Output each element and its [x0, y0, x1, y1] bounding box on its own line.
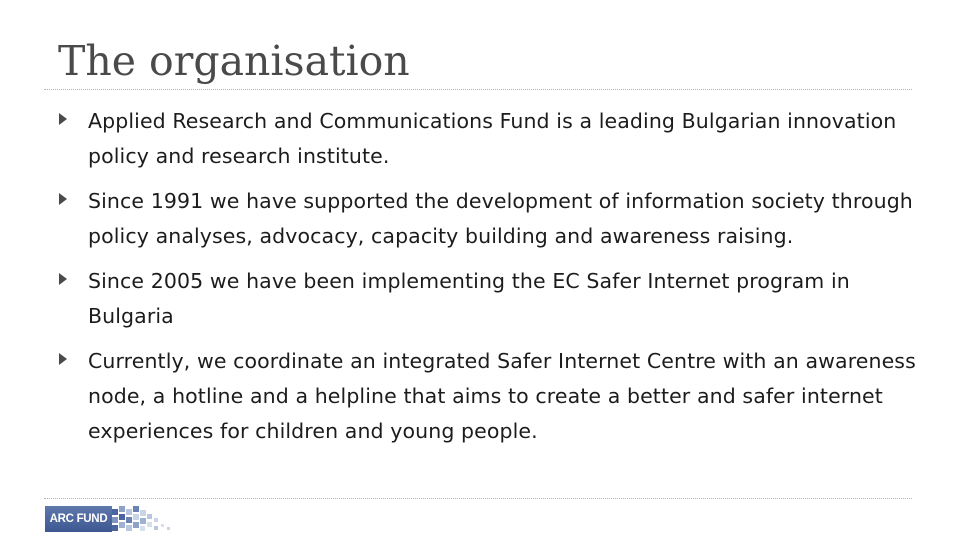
bullet-text: Applied Research and Communications Fund is a leading Bulgarian innovation policy and research institute. — [88, 109, 897, 168]
logo-text: ARC FUND — [49, 513, 108, 525]
arc-fund-logo-icon — [45, 506, 185, 532]
bullet-item — [56, 184, 916, 254]
bullet-item — [56, 264, 916, 334]
bullet-text: Since 2005 we have been implementing the EC Safer Internet program in Bulgaria — [88, 269, 850, 328]
logo-pixel-pattern — [112, 506, 185, 532]
triangle-right-icon — [59, 273, 67, 285]
bullet-text: Since 1991 we have supported the development of information society through policy analyses, advocacy, capacity building and awareness raising. — [88, 189, 913, 248]
title-divider — [44, 89, 912, 90]
bullet-item — [56, 344, 916, 449]
triangle-right-icon — [59, 113, 67, 125]
footer-divider — [44, 498, 912, 499]
bullet-item — [56, 104, 916, 174]
triangle-right-icon — [59, 353, 67, 365]
slide-title: The organisation — [58, 37, 410, 85]
bullet-list — [56, 104, 916, 459]
bullet-text: Currently, we coordinate an integrated Safer Internet Centre with an awareness node, a hotline and a helpline that aims to create a better and safer internet experiences for children and young people. — [88, 349, 916, 443]
triangle-right-icon — [59, 193, 67, 205]
